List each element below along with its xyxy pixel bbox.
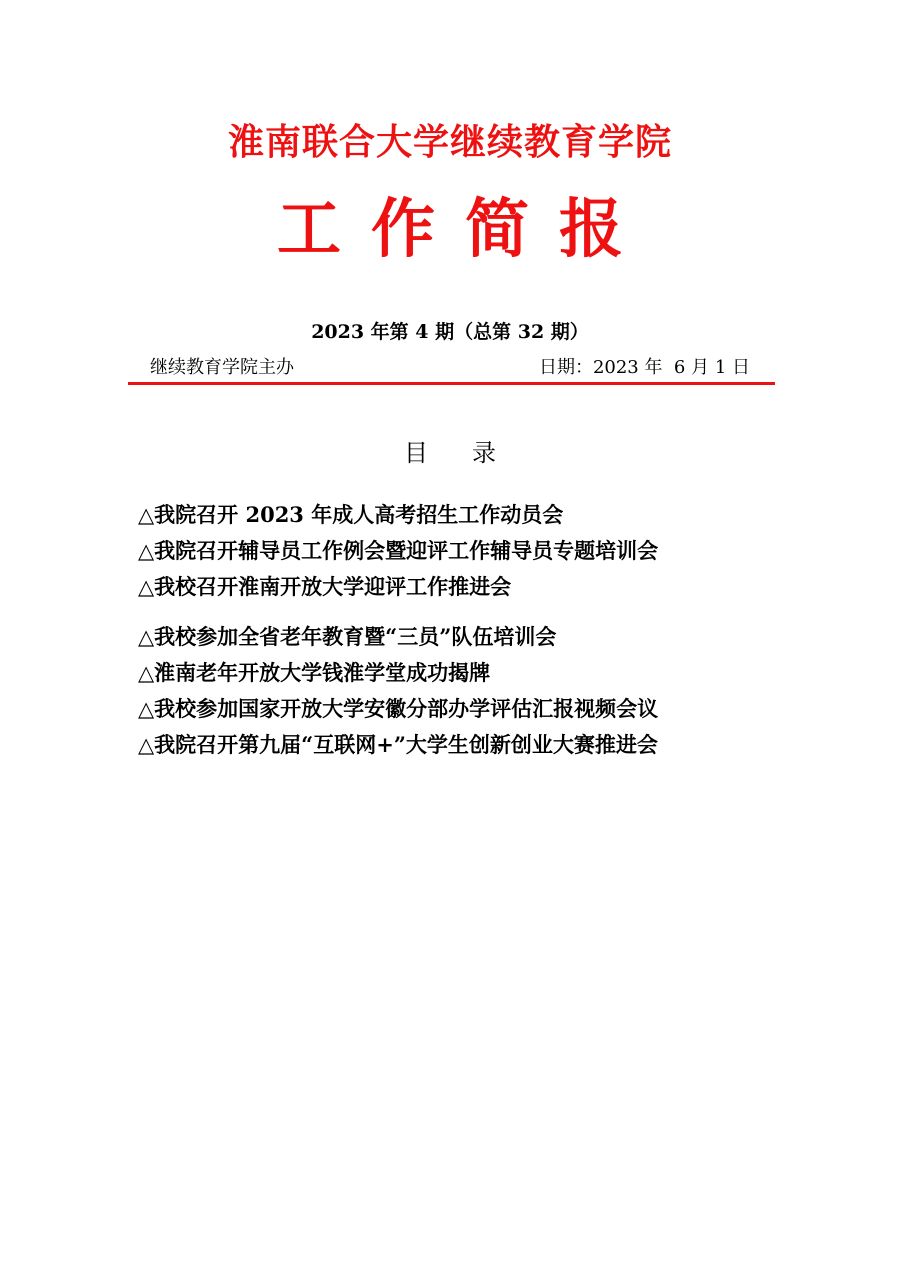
toc-item [138,572,658,608]
toc-item-text: 我校召开淮南开放大学迎评工作推进会 [154,574,512,599]
brief-title: 工作简报 [277,193,653,267]
triangle-bullet-icon: △ [138,539,155,563]
toc-item [138,694,658,730]
toc-item [138,730,658,766]
toc-item-text: 我院召开辅导员工作例会暨迎评工作辅导员专题培训会 [154,538,659,563]
issue-number: 2023 年第 4 期（总第 32 期） [311,321,589,343]
toc-item [138,500,658,536]
toc-item-text: 淮南老年开放大学钱淮学堂成功揭牌 [154,660,491,685]
toc-item [138,536,658,572]
toc-item-text: 我校参加全省老年教育暨“三员”队伍培训会 [154,624,557,649]
triangle-bullet-icon: △ [138,661,155,685]
toc-item-text: 我校参加国家开放大学安徽分部办学评估汇报视频会议 [154,696,659,721]
toc-item-text: 我院召开 2023 年成人高考招生工作动员会 [154,502,564,527]
triangle-bullet-icon: △ [138,733,155,757]
toc-item-text: 我院召开第九届“互联网+”大学生创新创业大赛推进会 [154,732,658,757]
org-title: 淮南联合大学继续教育学院 [227,122,672,163]
triangle-bullet-icon: △ [138,697,155,721]
publish-date: 日期：2023 年 6 月 1 日 [538,357,750,378]
header-divider [128,382,775,385]
toc-heading: 目录 [404,439,540,467]
toc-list [138,500,658,766]
toc-item [138,658,658,694]
triangle-bullet-icon: △ [138,503,155,527]
triangle-bullet-icon: △ [138,575,155,599]
toc-item [138,622,658,658]
triangle-bullet-icon: △ [138,625,155,649]
sponsor-label: 继续教育学院主办 [150,357,294,378]
